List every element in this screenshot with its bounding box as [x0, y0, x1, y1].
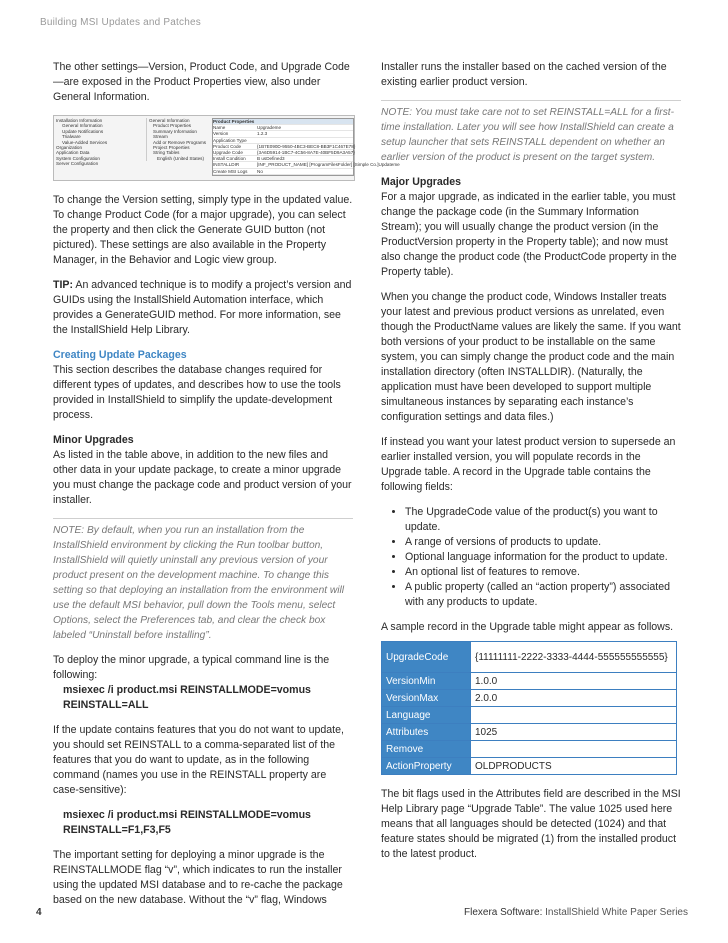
field-value	[471, 707, 677, 724]
tip-paragraph	[53, 278, 353, 338]
tree-item: Summary Information Stream	[153, 128, 197, 140]
field-name: Attributes	[382, 724, 471, 741]
installation-tree	[56, 118, 144, 167]
intro-paragraph: The other settings—Version, Product Code, and Upgrade Code—are exposed in the Product Properties view, also under General Information.	[53, 61, 350, 103]
field-name: ActionProperty	[382, 758, 471, 775]
section-heading-creating: Creating Update Packages	[53, 349, 187, 361]
tree-item: Value-Added Services	[62, 139, 108, 145]
field-value: 1025	[471, 724, 677, 741]
property-row: Version 1.2.3	[213, 131, 353, 137]
list-item: • The UpgradeCode value of the product(s) you want to update.	[405, 505, 681, 535]
field-value: OLDPRODUCTS	[471, 758, 677, 775]
tree-item: Project Properties	[153, 145, 190, 151]
tree-item: System Configuration	[56, 155, 100, 161]
tip-text: An advanced technique is to modify a project’s version and GUIDs using the InstallShield Automation interface, which provides a GenerateGUID method. For more information, see the InstallShield Help Library.	[53, 279, 352, 336]
right-column	[381, 60, 681, 872]
table-row	[382, 741, 677, 758]
tree-item: Organization	[56, 145, 83, 151]
tree-item: String Tables	[153, 150, 180, 156]
command-line: REINSTALL=F1,F3,F5	[63, 824, 171, 836]
tree-item: Application Data	[56, 150, 90, 156]
properties-grid	[212, 118, 400, 176]
command-line: REINSTALL=ALL	[63, 699, 149, 711]
list-item: • Optional language information for the product to update.	[405, 550, 681, 565]
table-row	[382, 724, 677, 741]
list-item: • A public property (called an “action property”) associated with any products to update.	[405, 580, 681, 610]
footer-company: Flexera Software:	[463, 907, 543, 918]
list-item: • An optional list of features to remove.	[405, 565, 681, 580]
note-reinstall-all: NOTE: You must take care not to set REINSTALL=ALL for a first-time installation. Later you will see how InstallShield can create a setup launcher that sets REINSTALL dependent on whether an earlier version of the product is present on the target system.	[381, 100, 681, 165]
field-name: Remove	[382, 741, 471, 758]
upgrade-table	[381, 641, 677, 775]
property-row: INSTALLDIR [INF_PRODUCT_NAME] [ProgramFilesFolder] [Simple Co.]Updateme	[213, 162, 400, 168]
properties-grid-header: Product Properties	[213, 119, 353, 125]
product-properties-screenshot	[53, 115, 400, 181]
tree-item: General Information	[149, 118, 190, 123]
tree-item: Product Properties	[153, 123, 192, 129]
reinstall-paragraph: If the update contains features that you do not want to update, you should set REINSTALL to a comma-separated list of the features that you do want to update, as in the following command (names you use in the REINSTALL property are case-sensitive):	[53, 724, 344, 796]
left-column	[53, 60, 400, 918]
footer-series: InstallShield White Paper Series	[545, 907, 688, 918]
field-name: VersionMin	[382, 673, 471, 690]
tree-item: Add or Remove Programs	[153, 139, 207, 145]
deploy-paragraph: To deploy the minor upgrade, a typical command line is the following:	[53, 654, 330, 681]
property-row: Product Code {1B7E090D-9550-4BC3-BEC8-BB3F1C467E78}	[213, 143, 356, 149]
installer-runs-paragraph: Installer runs the installer based on the cached version of the existing earlier product version.	[381, 61, 667, 88]
sample-record-paragraph: A sample record in the Upgrade table might appear as follows.	[381, 621, 674, 633]
property-row: Create MSI Logs No	[213, 169, 353, 175]
field-value: 1.0.0	[471, 673, 677, 690]
footer-title	[464, 907, 688, 918]
tree-item: General Information	[62, 123, 103, 129]
product-code-paragraph: When you change the product code, Windows Installer treats your latest and previous product versions as unrelated, even though the ProductName values are likely the same. If you want both versions of your product to be installable on the same system, you can simply change the product code and the main installation directory (often INSTALLDIR). (Naturally, the application must have been developed to support multiple simultaneous instances by separating each instance’s configuration settings and data files.)	[381, 291, 681, 423]
version-paragraph: To change the Version setting, simply type in the updated value. To change Product Code (for a major upgrade), you can select the property and then click the Generate GUID button (not pictured). These settings are also available in the Property Manager, in the Behavior and Logic view group.	[53, 194, 353, 266]
field-name: UpgradeCode	[382, 642, 471, 673]
table-row	[382, 642, 677, 673]
attributes-paragraph: The bit flags used in the Attributes field are described in the MSI Help Library page “Upgrade Table”. The value 1025 used here means that all languages should be detected (1024) and that feature states should be migrated (1) from the installed product to the latest product.	[381, 788, 681, 860]
field-value	[471, 741, 677, 758]
field-name: Language	[382, 707, 471, 724]
upgrade-fields-list	[381, 505, 681, 610]
property-row: Install Condition B usDefined3	[213, 156, 353, 162]
table-row	[382, 673, 677, 690]
supersede-paragraph: If instead you want your latest product version to supersede an earlier installed version, you will populate records in the Upgrade table. A record in the Upgrade table contains the following fields:	[381, 436, 676, 493]
field-name: VersionMax	[382, 690, 471, 707]
list-item: • A range of versions of products to update.	[405, 535, 681, 550]
table-row	[382, 690, 677, 707]
note-run-toolbar: NOTE: By default, when you run an installation from the InstallShield environment by clicking the Run toolbar button, InstallShield will quietly uninstall any previous version of your product present on the development machine. To change this setting so that deploying an installation from the environment will use the default MSI behavior, pull down the Tools menu, select Options, select the Preferences tab, and clear the check box labeled “Uninstall before installing”.	[53, 518, 353, 643]
property-row: Name Upgrademe	[213, 125, 353, 131]
command-line: msiexec /i product.msi REINSTALLMODE=vomus	[63, 684, 311, 696]
major-paragraph: For a major upgrade, as indicated in the earlier table, you must change the package code (in the Summary Information Stream); you will usually change the product version (in the ProductVersion property in the Property table); and now must also change the product code (the ProductCode property in the Property table).	[381, 191, 677, 278]
creating-paragraph: This section describes the database changes required for different types of updates, and describes how to use the tools provided in InstallShield to simplify the update-development process.	[53, 364, 341, 421]
tip-label: TIP:	[53, 279, 74, 291]
property-row: Upgrade Code {3A6D5914-1BC7-4C56-8A7E-40BF5D9A3A57}	[213, 149, 355, 155]
table-row	[382, 707, 677, 724]
field-value: {11111111-2222-3333-4444-555555555555}	[471, 642, 677, 673]
minor-paragraph: As listed in the table above, in addition to the new files and other data in your update package, to create a minor upgrade you must change the package code and product version of your installer.	[53, 449, 352, 506]
running-header: Building MSI Updates and Patches	[40, 17, 201, 28]
tree-item: English (United States)	[157, 155, 204, 161]
command-line: msiexec /i product.msi REINSTALLMODE=vomus	[63, 809, 311, 821]
tree-item: Trialware	[62, 134, 81, 140]
field-value: 2.0.0	[471, 690, 677, 707]
tree-item: Update Notifications	[62, 128, 104, 134]
section-heading-minor: Minor Upgrades	[53, 434, 134, 446]
property-row: Application Type	[213, 138, 353, 144]
page-number: 4	[36, 907, 42, 918]
tree-item: Installation Information	[56, 118, 103, 123]
tree-item: Server Configuration	[56, 161, 99, 167]
section-heading-major: Major Upgrades	[381, 176, 462, 188]
table-row	[382, 758, 677, 775]
reinstallmode-paragraph: The important setting for deploying a minor upgrade is the REINSTALLMODE flag “v”, which indicates to run the installer using the updated MSI database and to re-cache the package based on the new database. Without the “v” flag, Windows	[53, 849, 343, 906]
general-info-tree	[146, 118, 211, 161]
